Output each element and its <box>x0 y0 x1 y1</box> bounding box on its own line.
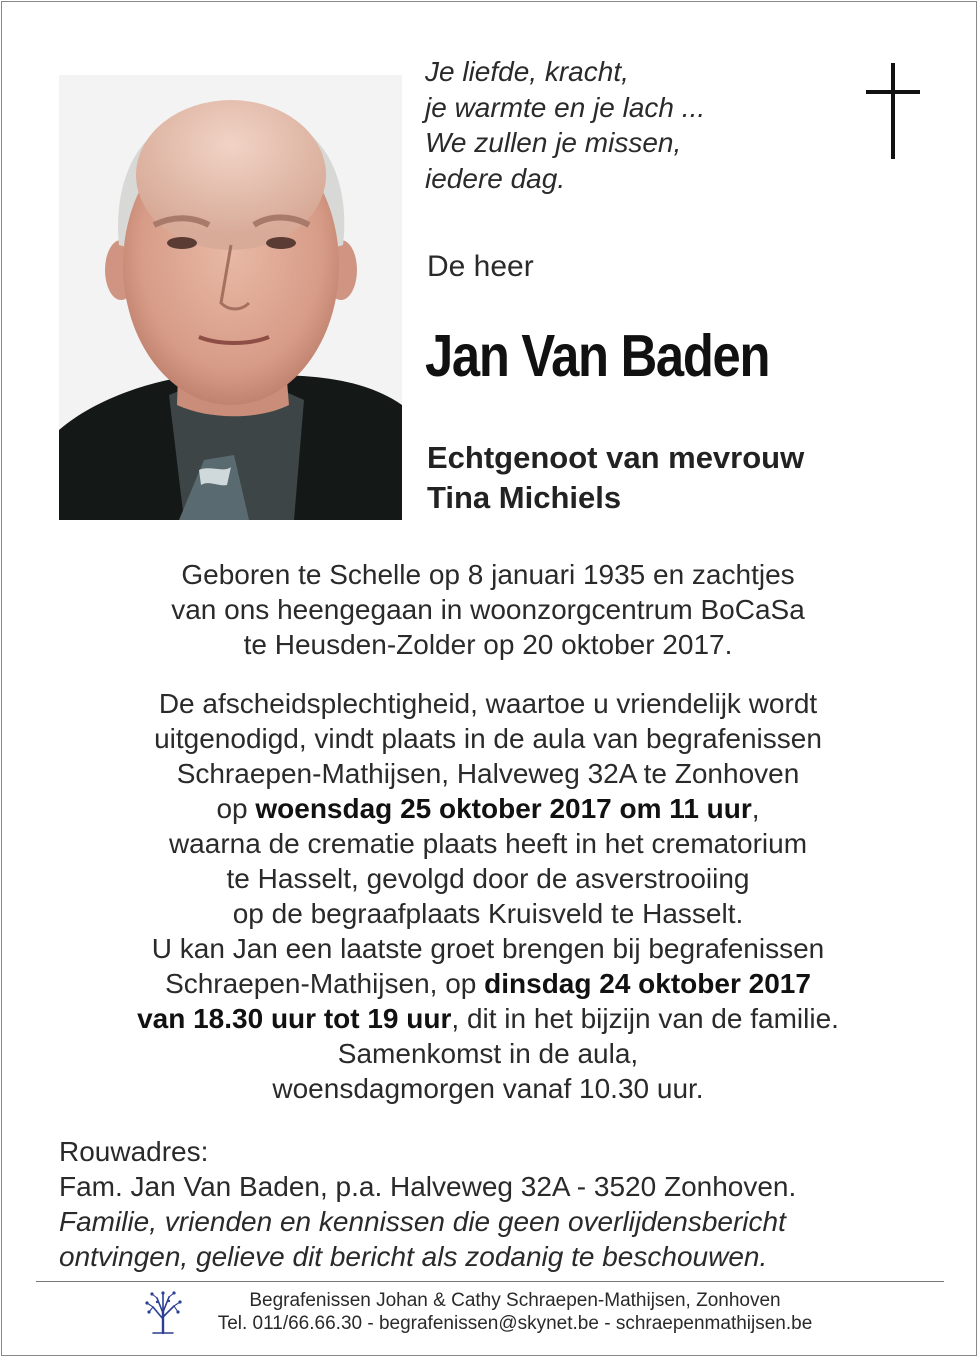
visitation-date: dinsdag 24 oktober 2017 <box>484 968 811 999</box>
paragraph-line: Schraepen-Mathijsen, Halveweg 32A te Zonhoven <box>176 758 800 789</box>
paragraph-line <box>0 966 976 1001</box>
quote-line: je warmte en je lach ... <box>425 91 706 123</box>
paragraph-line: te Heusden-Zolder op 20 oktober 2017. <box>243 629 733 660</box>
address-label: Rouwadres: <box>59 1136 209 1167</box>
footer-divider <box>36 1281 944 1282</box>
paragraph-line: U kan Jan een laatste groet brengen bij begrafenissen <box>151 933 825 964</box>
paragraph-line <box>0 1001 976 1036</box>
address-note: ontvingen, gelieve dit bericht als zodanig te beschouwen. <box>59 1241 768 1272</box>
funeral-home-name: Begrafenissen Johan & Cathy Schraepen-Mathijsen, Zonhoven <box>249 1290 781 1311</box>
funeral-home-footer <box>190 1289 840 1335</box>
visitation-time: van 18.30 uur tot 19 uur <box>137 1003 452 1034</box>
paragraph-line: op de begraafplaats Kruisveld te Hasselt. <box>232 898 744 929</box>
address-note: Familie, vrienden en kennissen die geen overlijdensbericht <box>59 1206 786 1237</box>
paragraph-line: waarna de crematie plaats heeft in het crematorium <box>168 828 808 859</box>
portrait-photo <box>59 75 402 520</box>
spouse-info <box>427 438 804 518</box>
quote-line: We zullen je missen, <box>425 127 682 158</box>
quote-line: iedere dag. <box>425 162 566 194</box>
mourning-address <box>59 1134 939 1274</box>
ceremony-paragraph <box>0 686 976 1106</box>
text-segment: , dit in het bijzijn van de familie. <box>451 1003 839 1034</box>
paragraph-line: woensdagmorgen vanaf 10.30 uur. <box>272 1073 704 1104</box>
salutation: De heer <box>427 250 534 283</box>
cross-icon <box>863 63 923 159</box>
paragraph-line: De afscheidsplechtigheid, waartoe u vriendelijk wordt <box>158 688 818 719</box>
funeral-home-contact: Tel. 011/66.66.30 - begrafenissen@skynet.be - schraepenmathijsen.be <box>217 1313 813 1334</box>
paragraph-line: uitgenodigd, vindt plaats in de aula van begrafenissen <box>154 723 822 754</box>
ceremony-date: woensdag 25 oktober 2017 om 11 uur <box>255 793 752 824</box>
paragraph-line: Samenkomst in de aula, <box>337 1038 639 1069</box>
address-line: Fam. Jan Van Baden, p.a. Halveweg 32A - 3520 Zonhoven. <box>59 1171 797 1202</box>
text-segment: Schraepen-Mathijsen, op <box>165 968 485 999</box>
text-segment: , <box>751 793 760 824</box>
text-segment: op <box>216 793 256 824</box>
tree-logo-icon <box>143 1289 183 1335</box>
paragraph-line: te Hasselt, gevolgd door de asverstrooiing <box>226 863 750 894</box>
paragraph-line: van ons heengegaan in woonzorgcentrum BoCaSa <box>171 594 805 625</box>
birth-death-paragraph <box>0 557 976 662</box>
paragraph-line: Geboren te Schelle op 8 januari 1935 en zachtjes <box>181 559 795 590</box>
memorial-quote <box>425 54 805 196</box>
spouse-name: Tina Michiels <box>427 480 622 515</box>
quote-line: Je liefde, kracht, <box>425 56 629 87</box>
spouse-line: Echtgenoot van mevrouw <box>427 440 805 475</box>
paragraph-line <box>0 791 976 826</box>
deceased-name: Jan Van Baden <box>425 323 770 389</box>
